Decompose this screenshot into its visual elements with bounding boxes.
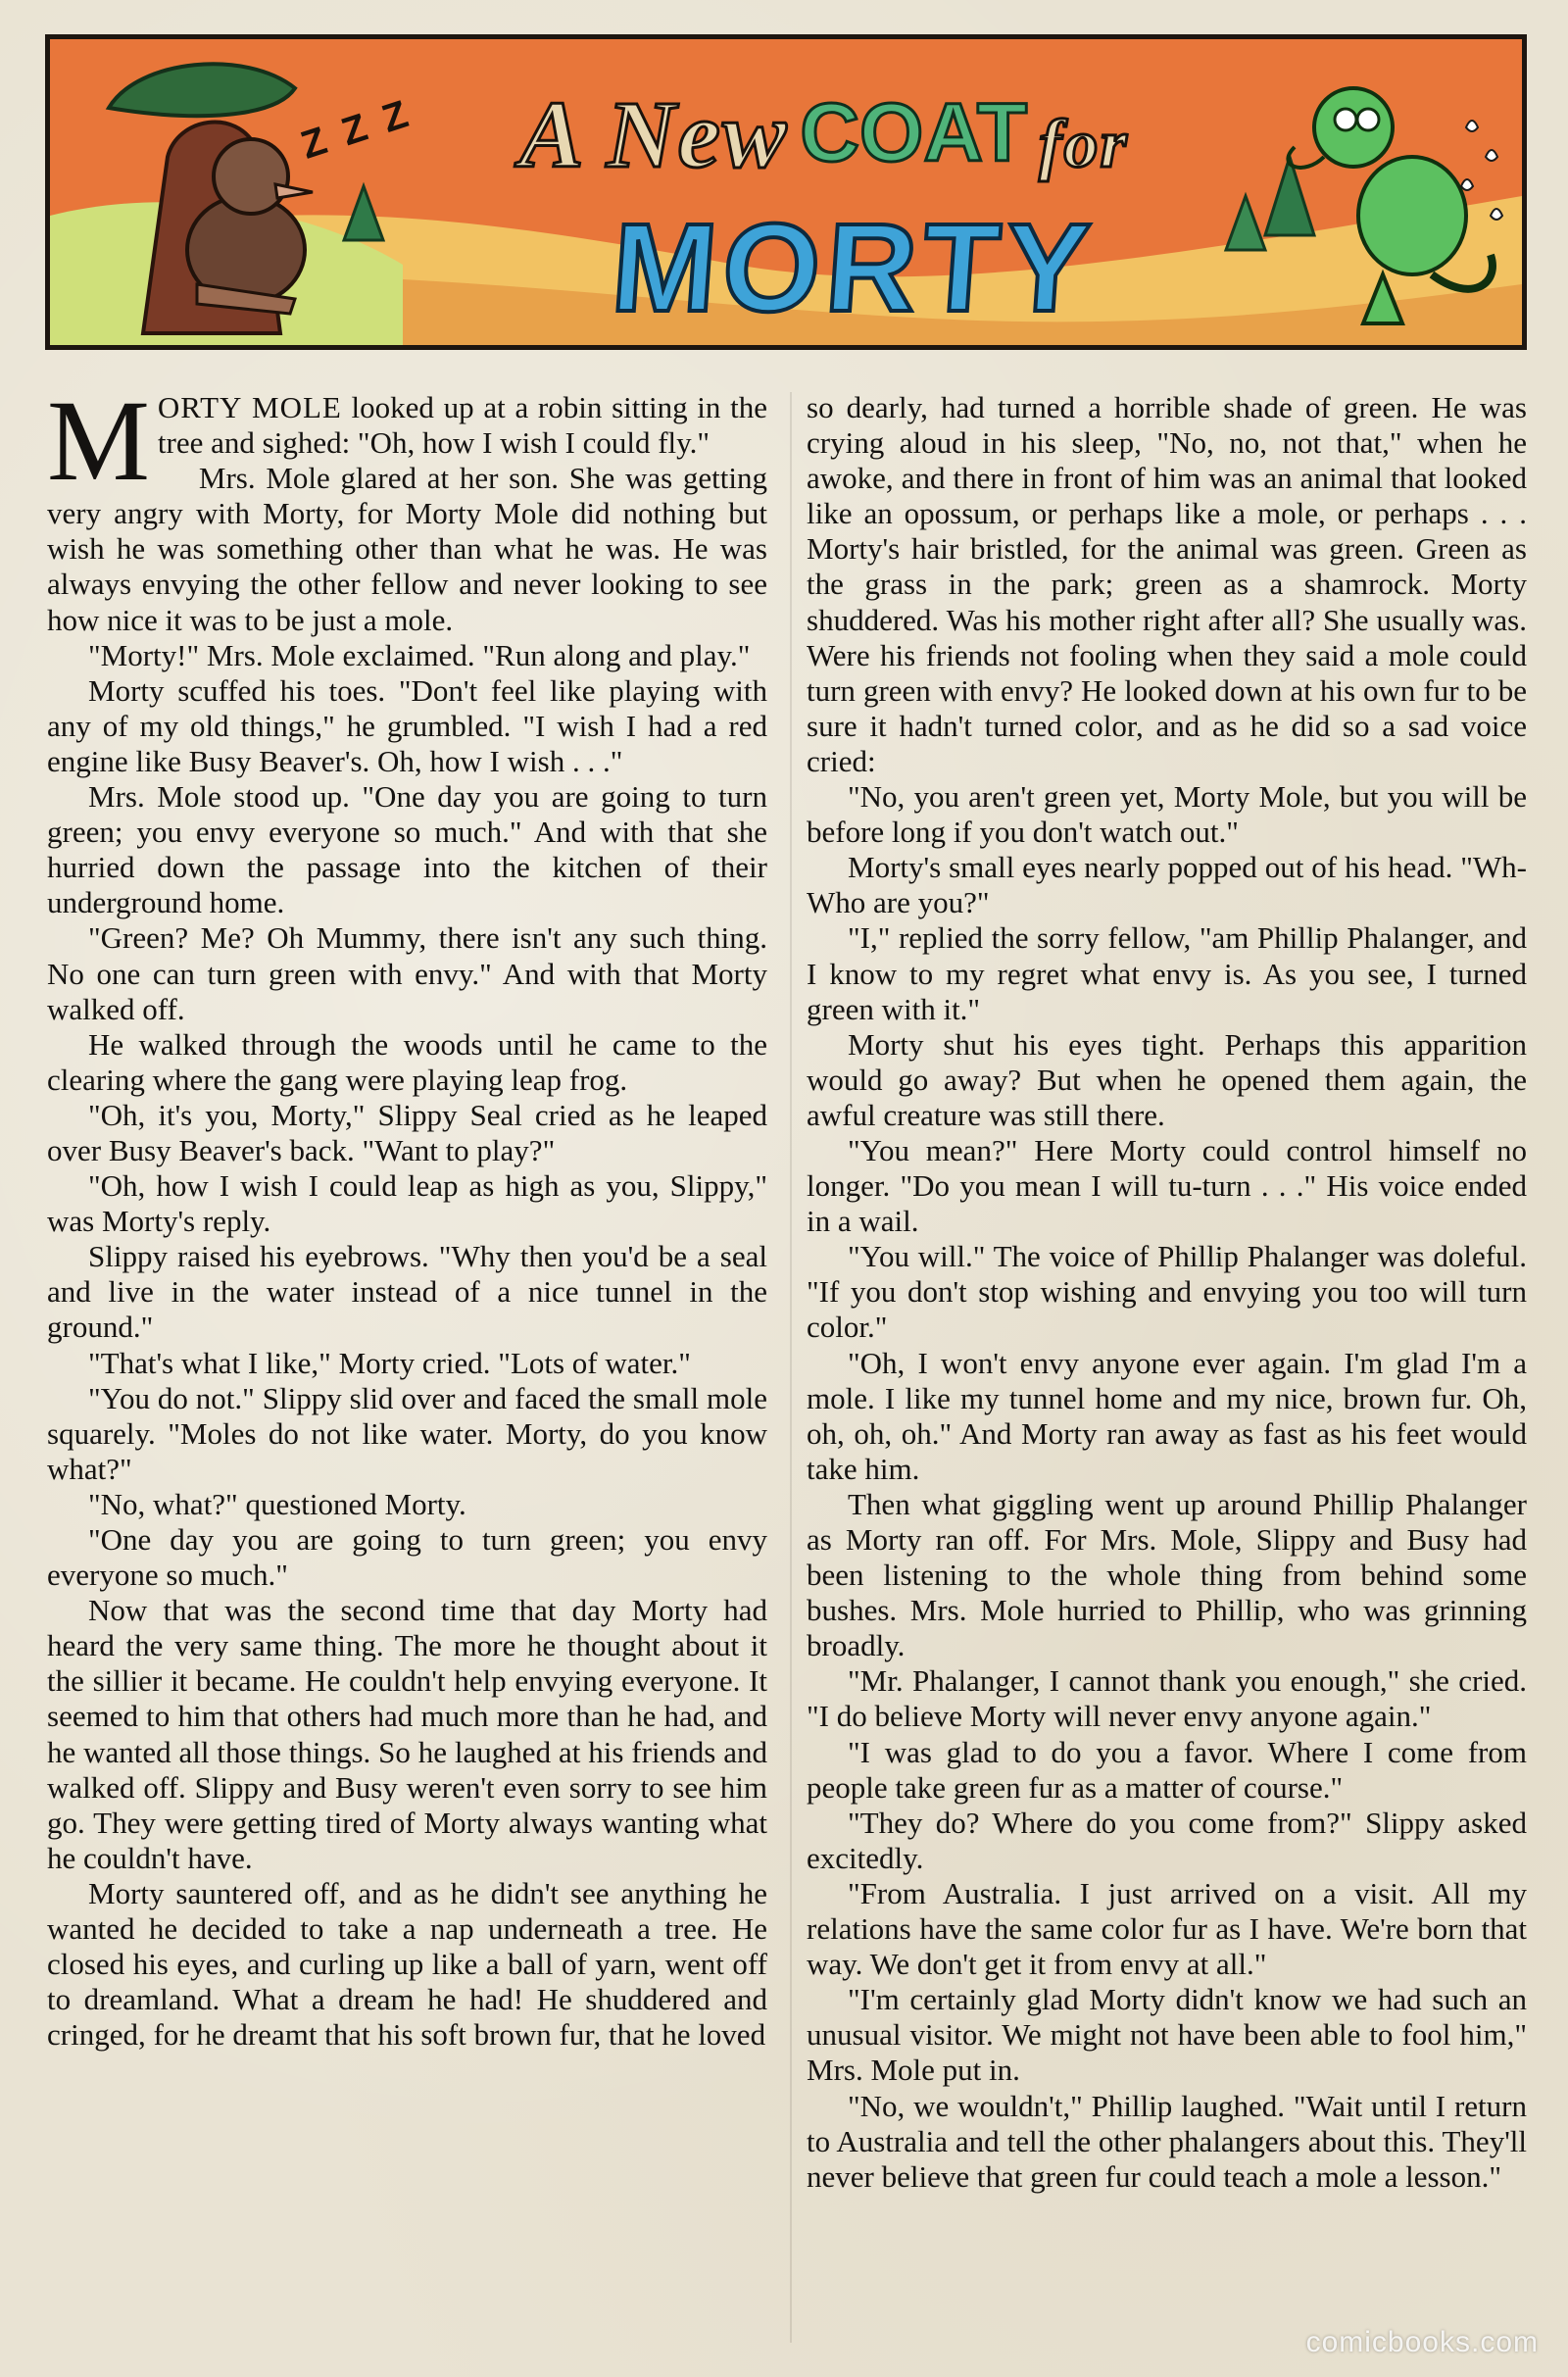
story-paragraph: "I'm certainly glad Morty didn't know we had such an unusual visitor. We might not have been able to fool him," Mrs. Mole put in. bbox=[807, 1982, 1527, 2088]
story-paragraph: "Green? Me? Oh Mummy, there isn't any such thing. No one can turn green with envy." And with that Morty walked off. bbox=[47, 920, 767, 1026]
story-paragraph: Now that was the second time that day Morty had heard the very same thing. The more he thought about it the sillier it became. He couldn't help envying everyone. It seemed to him that others had much more than he had, and he wanted all those things. So he laughed at his friends and walked off. Slippy and Busy weren't even sorry to see him go. They were getting tired of Morty always wanting what he couldn't have. bbox=[47, 1593, 767, 1875]
title-banner bbox=[45, 34, 1527, 350]
opening-caps: ORTY MOLE bbox=[157, 390, 342, 424]
story-paragraph: "I," replied the sorry fellow, "am Phillip Phalanger, and I know to my regret what envy is. As you see, I turned green with it." bbox=[807, 920, 1527, 1026]
story-paragraph: "You do not." Slippy slid over and faced the small mole squarely. "Moles do not like water. Morty, do you know what?" bbox=[47, 1380, 767, 1486]
story-paragraph: "No, you aren't green yet, Morty Mole, but you will be before long if you don't watch out." bbox=[807, 779, 1527, 850]
story-paragraph: Morty's small eyes nearly popped out of his head. "Wh-Who are you?" bbox=[807, 850, 1527, 920]
drop-cap: M bbox=[47, 376, 150, 505]
story-paragraph: "They do? Where do you come from?" Slippy asked excitedly. bbox=[807, 1805, 1527, 1875]
story-paragraph: He walked through the woods until he came to the clearing where the gang were playing leap frog. bbox=[47, 1026, 767, 1097]
story-paragraph: Morty shut his eyes tight. Perhaps this apparition would go away? But when he opened them again, the awful creature was still there. bbox=[807, 1026, 1527, 1132]
story-paragraph: Mrs. Mole glared at her son. She was getting very angry with Morty, for Morty Mole did nothing but wish he was something other than what he was. He was always envying the other fellow and never looking to see how nice it was to be just a mole. bbox=[47, 461, 767, 637]
story-paragraph: "Oh, how I wish I could leap as high as you, Slippy," was Morty's reply. bbox=[47, 1168, 767, 1239]
opening-paragraph bbox=[47, 376, 767, 505]
story-paragraph: "That's what I like," Morty cried. "Lots of water." bbox=[88, 1345, 691, 1380]
story-column-left bbox=[47, 376, 767, 2053]
story-paragraph: "One day you are going to turn green; you envy everyone so much." bbox=[47, 1522, 767, 1593]
title-morty: MORTY bbox=[607, 198, 1101, 338]
story-paragraph: Mrs. Mole stood up. "One day you are going to turn green; you envy everyone so much." And with that she hurried down the passage into the kitchen of their underground home. bbox=[47, 779, 767, 920]
watermark: comicbooks.com bbox=[1305, 2326, 1539, 2358]
snore-text: Z Z Z bbox=[295, 91, 417, 168]
story-paragraph: Morty sauntered off, and as he didn't see anything he wanted he decided to take a nap underneath a tree. He closed his eyes, and curling up like a ball of yarn, went off to dreamland. What a dream he had! He shuddered and cringed, for he dreamt that his soft brown fur, that he loved bbox=[47, 1875, 767, 2053]
story-paragraph: "Mr. Phalanger, I cannot thank you enough," she cried. "I do believe Morty will never envy anyone again." bbox=[807, 1663, 1527, 1734]
banner-title bbox=[422, 80, 1226, 190]
title-for: for bbox=[1039, 107, 1129, 182]
column-divider bbox=[790, 392, 792, 2343]
story-paragraph: "You mean?" Here Morty could control himself no longer. "Do you mean I will tu-turn . . ." His voice ended in a wail. bbox=[807, 1132, 1527, 1239]
story-paragraph: "You will." The voice of Phillip Phalanger was doleful. "If you don't stop wishing and envying you too will turn color." bbox=[807, 1239, 1527, 1345]
story-paragraph: "I was glad to do you a favor. Where I come from people take green fur as a matter of course." bbox=[807, 1734, 1527, 1805]
title-coat: COAT bbox=[800, 86, 1028, 178]
title-a-new: A New bbox=[519, 82, 789, 188]
story-paragraph: Morty scuffed his toes. "Don't feel like playing with any of my old things," he grumbled. "I wish I had a red engine like Busy Beaver's. Oh, how I wish . . ." bbox=[47, 672, 767, 778]
story-paragraph: "No, what?" questioned Morty. bbox=[88, 1486, 466, 1521]
story-paragraph: "Oh, I won't envy anyone ever again. I'm glad I'm a mole. I like my tunnel home and my nice, brown fur. Oh, oh, oh, oh." And Morty ran away as fast as his feet would take him. bbox=[807, 1345, 1527, 1486]
story-paragraph: Slippy raised his eyebrows. "Why then you'd be a seal and live in the water instead of a nice tunnel in the ground." bbox=[47, 1239, 767, 1345]
story-paragraph: "Morty!" Mrs. Mole exclaimed. "Run along and play." bbox=[88, 637, 751, 672]
opening-text: looked up at a robin sitting in the tree and sighed: "Oh, how I wish I could fly." bbox=[157, 390, 767, 461]
story-paragraph: "Oh, it's you, Morty," Slippy Seal cried as he leaped over Busy Beaver's back. "Want to play?" bbox=[47, 1097, 767, 1167]
story-paragraph: Then what giggling went up around Phillip Phalanger as Morty ran off. For Mrs. Mole, Slippy and Busy had been listening to the whole thing from behind some bushes. Mrs. Mole hurried to Phillip, who was grinning broadly. bbox=[807, 1486, 1527, 1663]
story-paragraph: "No, we wouldn't," Phillip laughed. "Wait until I return to Australia and tell the other phalangers about this. They'll never believe that green fur could teach a mole a lesson." bbox=[807, 2088, 1527, 2194]
story-paragraph-continued: so dearly, had turned a horrible shade of green. He was crying aloud in his sleep, "No, no, not that," when he awoke, and there in front of him was an animal that looked like an opossum, or perhaps like a mole, or perhaps . . . Morty's hair bristled, for the animal was green. Green as the grass in the park; green as a shamrock. Morty shuddered. Was his mother right after all? She usually was. Were his friends not fooling when they said a mole could turn green with envy? He looked down at his own fur to be sure it hadn't turned color, and as he did so a sad voice cried: bbox=[807, 390, 1527, 778]
story-paragraph: "From Australia. I just arrived on a visit. All my relations have the same color fur as I have. We're born that way. We don't get it from envy at all." bbox=[807, 1875, 1527, 1982]
story-column-right bbox=[807, 390, 1527, 2195]
